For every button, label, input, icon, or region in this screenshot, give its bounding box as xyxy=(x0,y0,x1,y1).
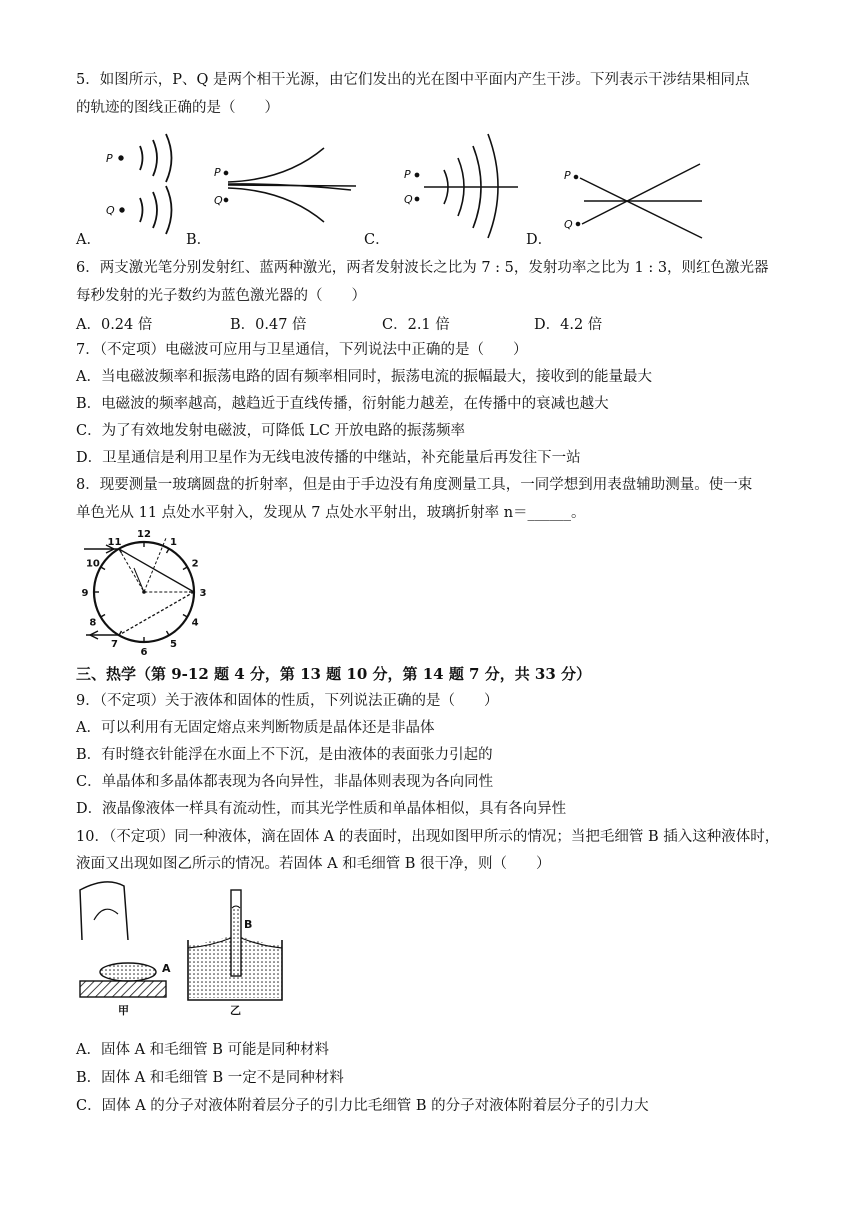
q8-stem-line2: 单色光从 11 点处水平射入，发现从 7 点处水平射出，玻璃折射率 n＝______。 xyxy=(76,505,586,521)
q10-stem-line1: 10．（不定项）同一种液体，滴在固体 A 的表面时，出现如图甲所示的情况；当把毛细管 B 插入这种液体时， xyxy=(76,829,780,845)
q5-fig-b-p-label: P xyxy=(214,166,221,179)
q5-fig-b-q-label: Q xyxy=(214,194,223,207)
q10-option-b[interactable]: B．固体 A 和毛细管 B 一定不是同种材料 xyxy=(76,1070,344,1086)
q8-stem-line1: 8．现要测量一玻璃圆盘的折射率，但是由于手边没有角度测量工具，一同学想到用表盘辅助测量。使一束 xyxy=(76,477,753,493)
q10-fig-yi-label: 乙 xyxy=(230,1004,241,1017)
q7-option-a[interactable]: A．当电磁波频率和振荡电路的固有频率相同时，振荡电流的振幅最大，接收到的能量最大 xyxy=(76,369,652,385)
clock-tick xyxy=(167,631,170,635)
q5-fig-c xyxy=(404,134,518,238)
q7-option-c[interactable]: C．为了有效地发射电磁波，可降低 LC 开放电路的振荡频率 xyxy=(76,423,466,439)
q6-option-c[interactable]: C．2.1 倍 xyxy=(382,317,450,333)
q5-options xyxy=(76,228,776,248)
clock-number: 8 xyxy=(89,617,97,629)
q5-fig-a-q-label: Q xyxy=(106,204,115,217)
clock-number: 12 xyxy=(137,529,151,540)
q10-fig-yi xyxy=(188,890,282,1017)
q5-option-d[interactable]: D． xyxy=(526,232,553,248)
q5-fig-c-p-label: P xyxy=(404,168,411,181)
clock-tick xyxy=(101,615,105,618)
clock-number: 2 xyxy=(191,558,199,570)
q6-options xyxy=(76,313,776,333)
q5-option-b[interactable]: B． xyxy=(186,232,212,248)
clock-number: 7 xyxy=(111,639,118,651)
q8-clock-figure xyxy=(81,528,214,658)
q10-fig-jia xyxy=(80,882,171,1017)
q10-figure xyxy=(76,880,296,1020)
q10-fig-jia-label: 甲 xyxy=(118,1004,129,1017)
section-3-title: 三、热学（第 9-12 题 4 分，第 13 题 10 分，第 14 题 7 分，共 33 分） xyxy=(76,665,592,683)
q5-fig-d-p-label: P xyxy=(564,169,571,182)
q5-fig-a-p-label: P xyxy=(106,152,113,165)
q10-option-c[interactable]: C．固体 A 的分子对液体附着层分子的引力比毛细管 B 的分子对液体附着层分子的引力大 xyxy=(76,1098,649,1114)
q10-solid-a-label: A xyxy=(162,962,171,975)
clock-number: 5 xyxy=(170,639,177,651)
q6-stem-line2: 每秒发射的光子数约为蓝色激光器的（ ） xyxy=(76,288,366,304)
q10-stem-line2: 液面又出现如图乙所示的情况。若固体 A 和毛细管 B 很干净，则（ ） xyxy=(76,856,551,872)
clock-tick xyxy=(101,567,105,570)
clock-number: 9 xyxy=(81,588,89,599)
q5-fig-d-q-label: Q xyxy=(564,218,573,231)
clock-number: 11 xyxy=(107,536,122,548)
q9-stem: 9．（不定项）关于液体和固体的性质，下列说法正确的是（ ） xyxy=(76,693,499,709)
q5-option-c[interactable]: C． xyxy=(364,232,390,248)
q9-option-b[interactable]: B．有时缝衣针能浮在水面上不下沉，是由液体的表面张力引起的 xyxy=(76,747,493,763)
q5-option-a[interactable]: A． xyxy=(76,232,101,248)
q6-option-b[interactable]: B．0.47 倍 xyxy=(230,317,307,333)
q7-stem: 7．（不定项）电磁波可应用与卫星通信，下列说法中正确的是（ ） xyxy=(76,342,528,358)
q6-option-d[interactable]: D．4.2 倍 xyxy=(534,317,603,333)
q5-fig-b xyxy=(214,148,356,222)
q5-fig-a xyxy=(106,134,172,234)
clock-tick xyxy=(167,549,170,553)
q5-stem-line2: 的轨迹的图线正确的是（ ） xyxy=(76,100,279,116)
q7-option-d[interactable]: D．卫星通信是利用卫星作为无线电波传播的中继站，补充能量后再发往下一站 xyxy=(76,450,581,466)
clock-tick xyxy=(183,615,187,618)
q10-capillary-b-label: B xyxy=(244,918,253,931)
q5-fig-d xyxy=(564,164,702,238)
q9-option-d[interactable]: D．液晶像液体一样具有流动性，而其光学性质和单晶体相似，具有各向异性 xyxy=(76,801,567,817)
q6-stem-line1: 6．两支激光笔分别发射红、蓝两种激光，两者发射波长之比为 7 : 5，发射功率之比为 1 : 3，则红色激光器 xyxy=(76,260,769,276)
q5-fig-c-q-label: Q xyxy=(404,193,413,206)
clock-number: 3 xyxy=(199,588,207,599)
clock-tick xyxy=(183,567,187,570)
q10-option-a[interactable]: A．固体 A 和毛细管 B 可能是同种材料 xyxy=(76,1042,330,1058)
q7-option-b[interactable]: B．电磁波的频率越高，越趋近于直线传播，衍射能力越差，在传播中的衰减也越大 xyxy=(76,396,609,412)
q5-stem-line1: 5．如图所示，P、Q 是两个相干光源，由它们发出的光在图中平面内产生干涉。下列表示干涉结果相同点 xyxy=(76,72,750,88)
q9-option-a[interactable]: A．可以利用有无固定熔点来判断物质是晶体还是非晶体 xyxy=(76,720,435,736)
clock-number: 1 xyxy=(170,536,177,548)
clock-number: 4 xyxy=(191,617,199,629)
clock-number: 6 xyxy=(140,647,148,658)
q6-option-a[interactable]: A．0.24 倍 xyxy=(76,317,153,333)
clock-number: 10 xyxy=(85,558,100,570)
q9-option-c[interactable]: C．单晶体和多晶体都表现为各向异性，非晶体则表现为各向同性 xyxy=(76,774,494,790)
